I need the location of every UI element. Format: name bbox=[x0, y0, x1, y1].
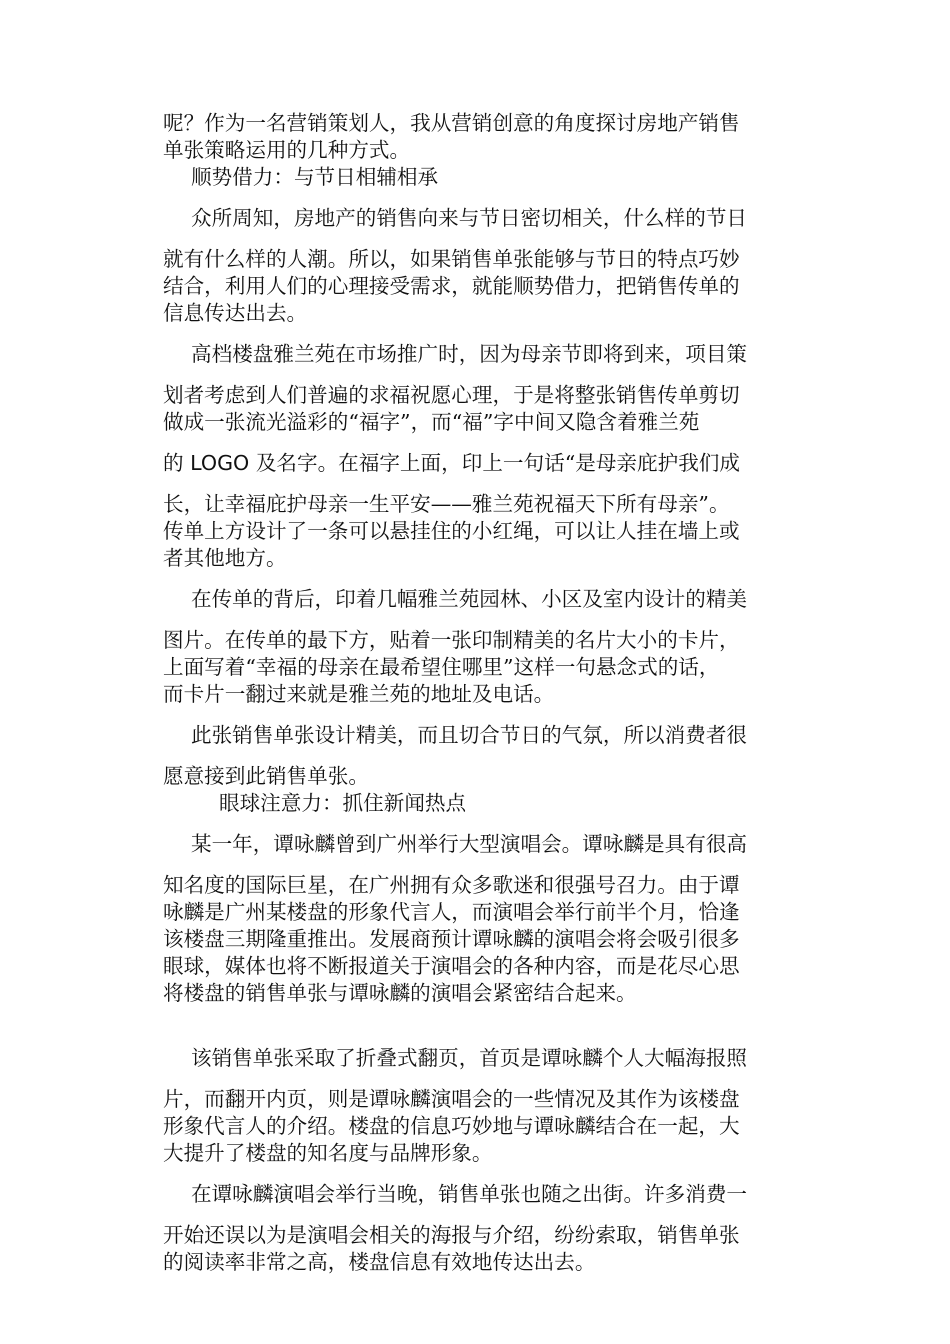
text-line: 知名度的国际巨星，在广州拥有众多歌迷和很强号召力。由于谭 bbox=[163, 873, 740, 897]
text-line: 在谭咏麟演唱会举行当晚，销售单张也随之出街。许多消费一 bbox=[191, 1182, 748, 1206]
text-line: 片，而翻开内页，则是谭咏麟演唱会的一些情况及其作为该楼盘 bbox=[163, 1087, 740, 1111]
text-line: 的阅读率非常之高，楼盘信息有效地传达出去。 bbox=[163, 1250, 596, 1274]
text-line: 此张销售单张设计精美，而且切合节日的气氛，所以消费者很 bbox=[191, 723, 748, 747]
text-fragment: 的 bbox=[163, 451, 184, 475]
text-line: 者其他地方。 bbox=[163, 546, 287, 570]
text-line: 长，让幸福庇护母亲一生平安——雅兰苑祝福天下所有母亲”。 bbox=[163, 492, 730, 516]
text-fragment: 及名字。在福字上面，印上一句话“是母亲庇护我们成 bbox=[255, 451, 740, 475]
text-line: 划者考虑到人们普遍的求福祝愿心理，于是将整张销售传单剪切 bbox=[163, 383, 740, 407]
document-body bbox=[163, 110, 803, 1276]
text-line: 在传单的背后，印着几幅雅兰苑园林、小区及室内设计的精美 bbox=[191, 587, 748, 611]
text-line: 该销售单张采取了折叠式翻页，首页是谭咏麟个人大幅海报照 bbox=[191, 1046, 748, 1070]
text-line: 大提升了楼盘的知名度与品牌形象。 bbox=[163, 1141, 493, 1165]
text-line: 而卡片一翻过来就是雅兰苑的地址及电话。 bbox=[163, 682, 555, 706]
text-line: 眼球，媒体也将不断报道关于演唱会的各种内容，而是花尽心思 bbox=[163, 954, 740, 978]
text-line: 众所周知，房地产的销售向来与节日密切相关，什么样的节日 bbox=[191, 206, 748, 230]
text-line: 形象代言人的介绍。楼盘的信息巧妙地与谭咏麟结合在一起，大 bbox=[163, 1114, 740, 1138]
text-line: 就有什么样的人潮。所以，如果销售单张能够与节日的特点巧妙 bbox=[163, 247, 740, 271]
text-line: 将楼盘的销售单张与谭咏麟的演唱会紧密结合起来。 bbox=[163, 981, 637, 1005]
text-line: 传单上方设计了一条可以悬挂住的小红绳，可以让人挂在墙上或 bbox=[163, 519, 740, 543]
text-line: 图片。在传单的最下方，贴着一张印制精美的名片大小的卡片， bbox=[163, 628, 740, 652]
text-line: 做成一张流光溢彩的“福字”，而“福”字中间又隐含着雅兰苑 bbox=[163, 410, 700, 434]
text-line: 上面写着“幸福的母亲在最希望住哪里”这样一句悬念式的话， bbox=[163, 655, 720, 679]
text-line: 咏麟是广州某楼盘的形象代言人，而演唱会举行前半个月，恰逢 bbox=[163, 900, 740, 924]
text-line: 单张策略运用的几种方式。 bbox=[163, 138, 411, 162]
section-heading-news: 眼球注意力：抓住新闻热点 bbox=[219, 791, 467, 815]
text-line: 高档楼盘雅兰苑在市场推广时，因为母亲节即将到来，项目策 bbox=[191, 342, 748, 366]
text-line: 结合，利用人们的心理接受需求，就能顺势借力，把销售传单的 bbox=[163, 274, 740, 298]
text-line: 某一年，谭咏麟曾到广州举行大型演唱会。谭咏麟是具有很高 bbox=[191, 832, 748, 856]
text-line: 呢？作为一名营销策划人，我从营销创意的角度探讨房地产销售 bbox=[163, 111, 740, 135]
text-line: 愿意接到此销售单张。 bbox=[163, 764, 369, 788]
text-line: 该楼盘三期隆重推出。发展商预计谭咏麟的演唱会将会吸引很多 bbox=[163, 927, 740, 951]
text-line bbox=[163, 450, 803, 477]
logo-word: LOGO bbox=[190, 451, 250, 475]
section-heading-festival: 顺势借力：与节日相辅相承 bbox=[191, 165, 439, 189]
text-line: 信息传达出去。 bbox=[163, 301, 308, 325]
text-line: 开始还误以为是演唱会相关的海报与介绍，纷纷索取，销售单张 bbox=[163, 1223, 740, 1247]
